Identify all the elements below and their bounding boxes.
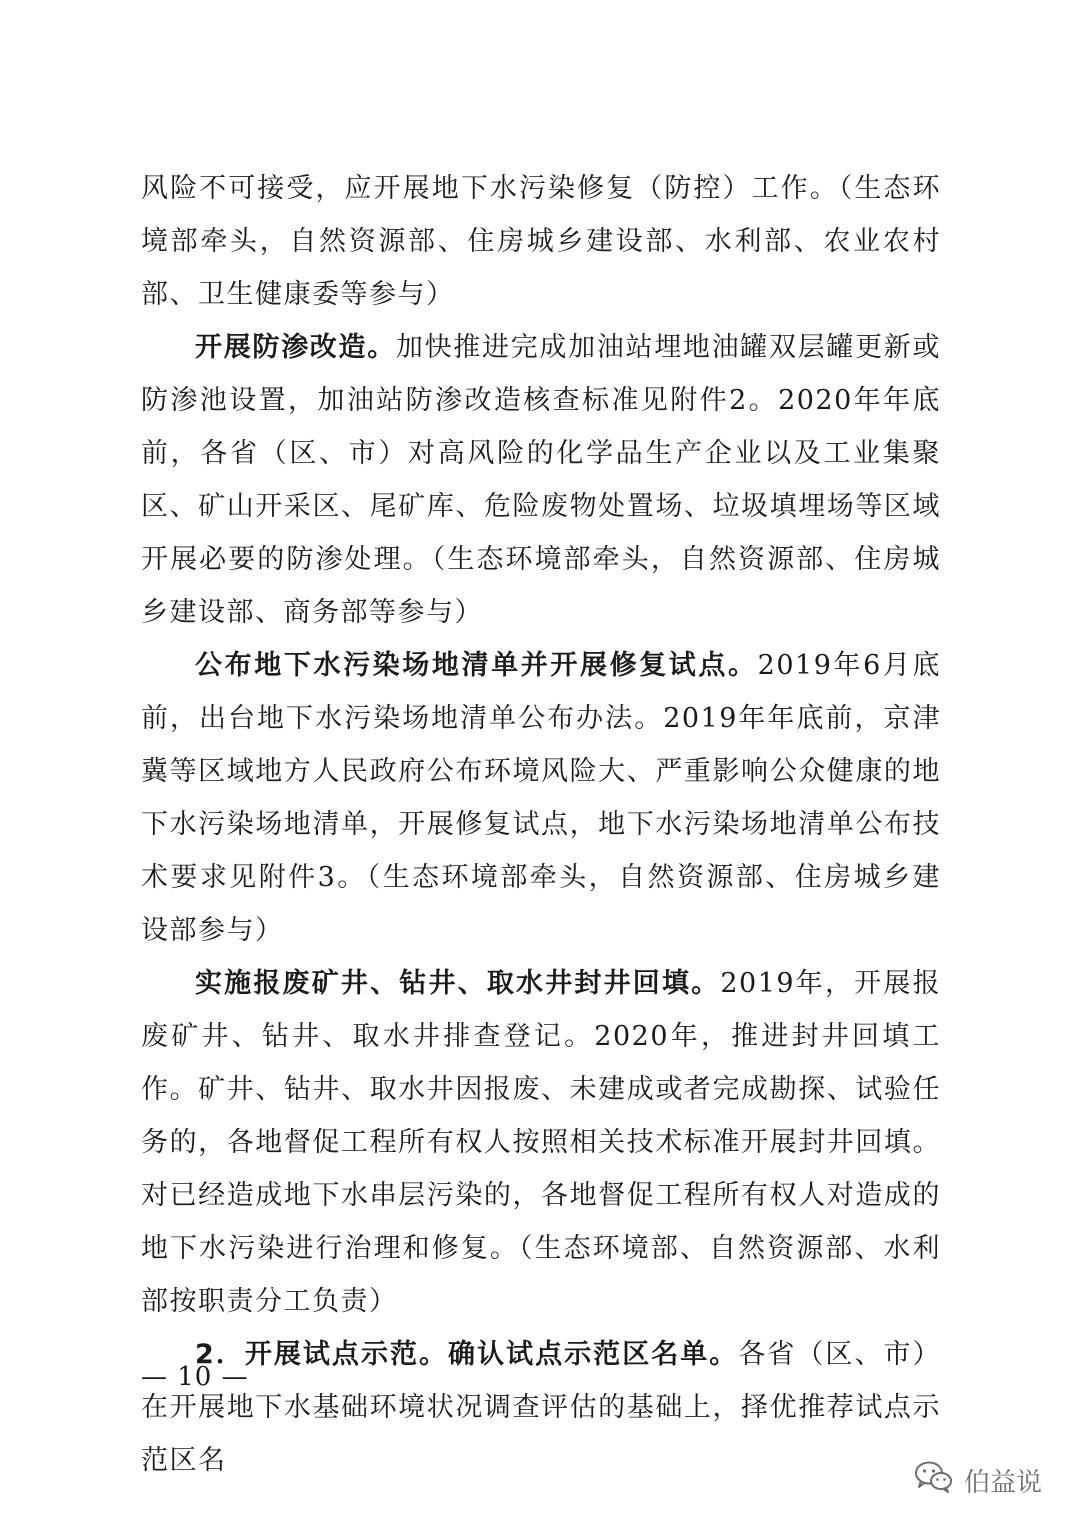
- watermark: [914, 1460, 1042, 1501]
- wechat-icon: [914, 1460, 954, 1501]
- watermark-text: 伯益说: [963, 1468, 1042, 1498]
- paragraph-heading: 开展防渗改造。: [195, 332, 396, 363]
- paragraph-2: [141, 321, 941, 639]
- paragraph-text: 2019年，开展报废矿井、钻井、取水井排查登记。2020年，推进封井回填工作。矿井、钻井、取水井因报废、未建成或者完成勘探、试验任务的，各地督促工程所有权人按照相关技术标准开展封井回填。对已经造成地下水串层污染的，各地督促工程所有权人对造成的地下水污染进行治理和修复。（生态环境部、自然资源部、水利部按职责分工负责）: [141, 968, 942, 1317]
- paragraph-heading: 实施报废矿井、钻井、取水井封井回填。: [195, 968, 721, 999]
- document-body: [141, 162, 941, 1487]
- paragraph-text: 加快推进完成加油站埋地油罐双层罐更新或防渗池设置，加油站防渗改造核查标准见附件2。2020年年底前，各省（区、市）对高风险的化学品生产企业以及工业集聚区、矿山开采区、尾矿库、危险废物处置场、垃圾填埋场等区域开展必要的防渗处理。（生态环境部牵头，自然资源部、住房城乡建设部、商务部等参与）: [141, 332, 942, 628]
- paragraph-heading: 公布地下水污染场地清单并开展修复试点。: [195, 650, 758, 681]
- paragraph-4: [141, 957, 941, 1328]
- paragraph-text: 2019年6月底前，出台地下水污染场地清单公布办法。2019年年底前，京津冀等区域地方人民政府公布环境风险大、严重影响公众健康的地下水污染场地清单，开展修复试点，地下水污染场地清单公布技术要求见附件3。（生态环境部牵头，自然资源部、住房城乡建设部参与）: [141, 650, 941, 946]
- paragraph-1: [141, 162, 941, 321]
- paragraph-text: 各省（区、市）在开展地下水基础环境状况调查评估的基础上，择优推荐试点示范区名: [141, 1339, 941, 1476]
- paragraph-heading: 2．开展试点示范。确认试点示范区名单。: [195, 1339, 739, 1370]
- page-number: — 10 —: [141, 1362, 249, 1392]
- paragraph-text: 风险不可接受，应开展地下水污染修复（防控）工作。（生态环境部牵头，自然资源部、住房城乡建设部、水利部、农业农村部、卫生健康委等参与）: [141, 173, 941, 310]
- paragraph-3: [141, 639, 941, 957]
- paragraph-5: [141, 1328, 941, 1487]
